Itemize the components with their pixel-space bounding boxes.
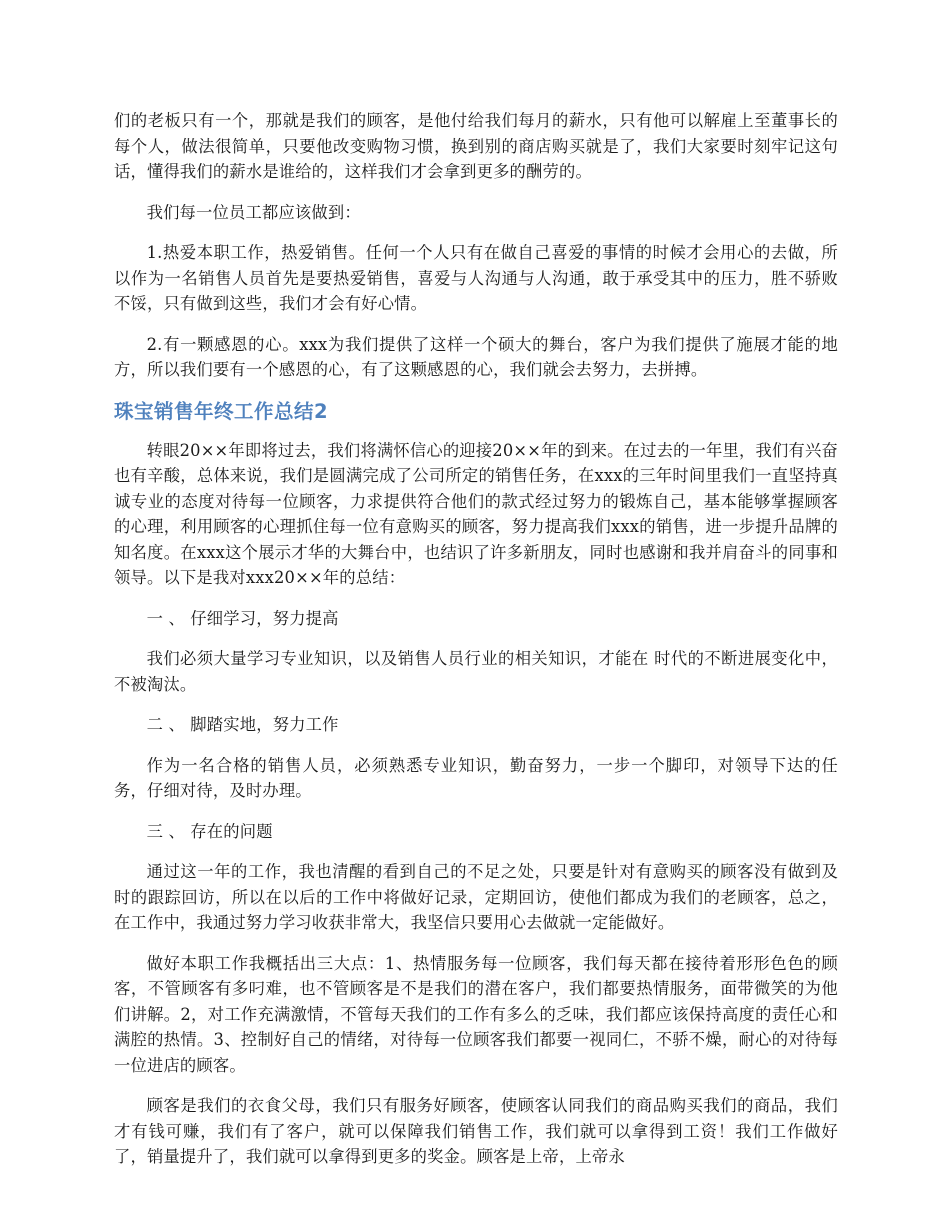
paragraph-three-points: 做好本职工作我概括出三大点：1、热情服务每一位顾客，我们每天都在接待着形形色色的顾客，不管顾客有多叼难，也不管顾客是不是我们的潜在客户，我们都要热情服务，面带微笑的为他们讲解。2，对工作充满激情，不管每天我们的工作有多么的乏味，我们都应该保持高度的责任心和满腔的热情。3、控制好自己的情绪，对待每一位顾客我们都要一视同仁，不骄不燥，耐心的对待每一位进店的顾客。 bbox=[114, 953, 838, 1075]
paragraph-customers: 顾客是我们的衣食父母，我们只有服务好顾客，使顾客认同我们的商品购买我们的商品，我们才有钱可赚，我们有了客户，就可以保障我们销售工作，我们就可以拿得到工资！我们工作做好了，销量提升了，我们就可以拿得到更多的奖金。顾客是上帝，上帝永 bbox=[114, 1096, 838, 1166]
document-page bbox=[114, 108, 838, 1185]
section-2-title: 二 、 脚踏实地，努力工作 bbox=[146, 715, 339, 734]
paragraph-should-do: 我们每一位员工都应该做到： bbox=[146, 202, 361, 222]
section-3-body: 通过这一年的工作，我也清醒的看到自己的不足之处，只要是针对有意购买的顾客没有做到及时的跟踪回访，所以在以后的工作中将做好记录，定期回访，使他们都成为我们的老顾客，总之，在工作中，我通过努力学习收获非常大，我坚信只要用心去做就一定能做好。 bbox=[114, 862, 838, 932]
section-3-title: 三 、 存在的问题 bbox=[146, 821, 273, 841]
section-heading-2: 珠宝销售年终工作总结2 bbox=[114, 399, 329, 423]
paragraph-point-2: 2.有一颗感恩的心。xxx为我们提供了这样一个硕大的舞台，客户为我们提供了施展才能的地方，所以我们要有一个感恩的心，有了这颗感恩的心，我们就会去努力，去拼搏。 bbox=[114, 334, 838, 379]
paragraph-point-1: 1.热爱本职工作，热爱销售。任何一个人只有在做自己喜爱的事情的时候才会用心的去做，所以作为一名销售人员首先是要热爱销售，喜爱与人沟通与人沟通，敢于承受其中的压力，胜不骄败不馁，只有做到这些，我们才会有好心情。 bbox=[114, 243, 838, 313]
section-1-title: 一 、 仔细学习，努力提高 bbox=[146, 608, 339, 628]
section-1-body: 我们必须大量学习专业知识，以及销售人员行业的相关知识，才能在 时代的不断进展变化中，不被淘汰。 bbox=[114, 649, 838, 694]
paragraph-summary: 转眼20××年即将过去，我们将满怀信心的迎接20××年的到来。在过去的一年里，我们有兴奋也有辛酸，总体来说，我们是圆满完成了公司所定的销售任务，在xxx的三年时间里我们一直坚持真诚专业的态度对待每一位顾客，力求提供符合他们的款式经过努力的锻炼自己，基本能够掌握顾客的心理，利用顾客的心理抓住每一位有意购买的顾客，努力提高我们xxx的销售，进一步提升品牌的知名度。在xxx这个展示才华的大舞台中，也结识了许多新朋友，同时也感谢和我并肩奋斗的同事和领导。以下是我对xxx20××年的总结： bbox=[114, 440, 838, 587]
paragraph-intro-continuation: 们的老板只有一个，那就是我们的顾客，是他付给我们每月的薪水，只有他可以解雇上至董事长的每个人，做法很简单，只要他改变购物习惯，换到别的商店购买就是了，我们大家要时刻牢记这句话，懂得我们的薪水是谁给的，这样我们才会拿到更多的酬劳的。 bbox=[114, 111, 838, 181]
section-2-body: 作为一名合格的销售人员，必须熟悉专业知识，勤奋努力，一步一个脚印，对领导下达的任务，仔细对待，及时办理。 bbox=[114, 755, 838, 800]
